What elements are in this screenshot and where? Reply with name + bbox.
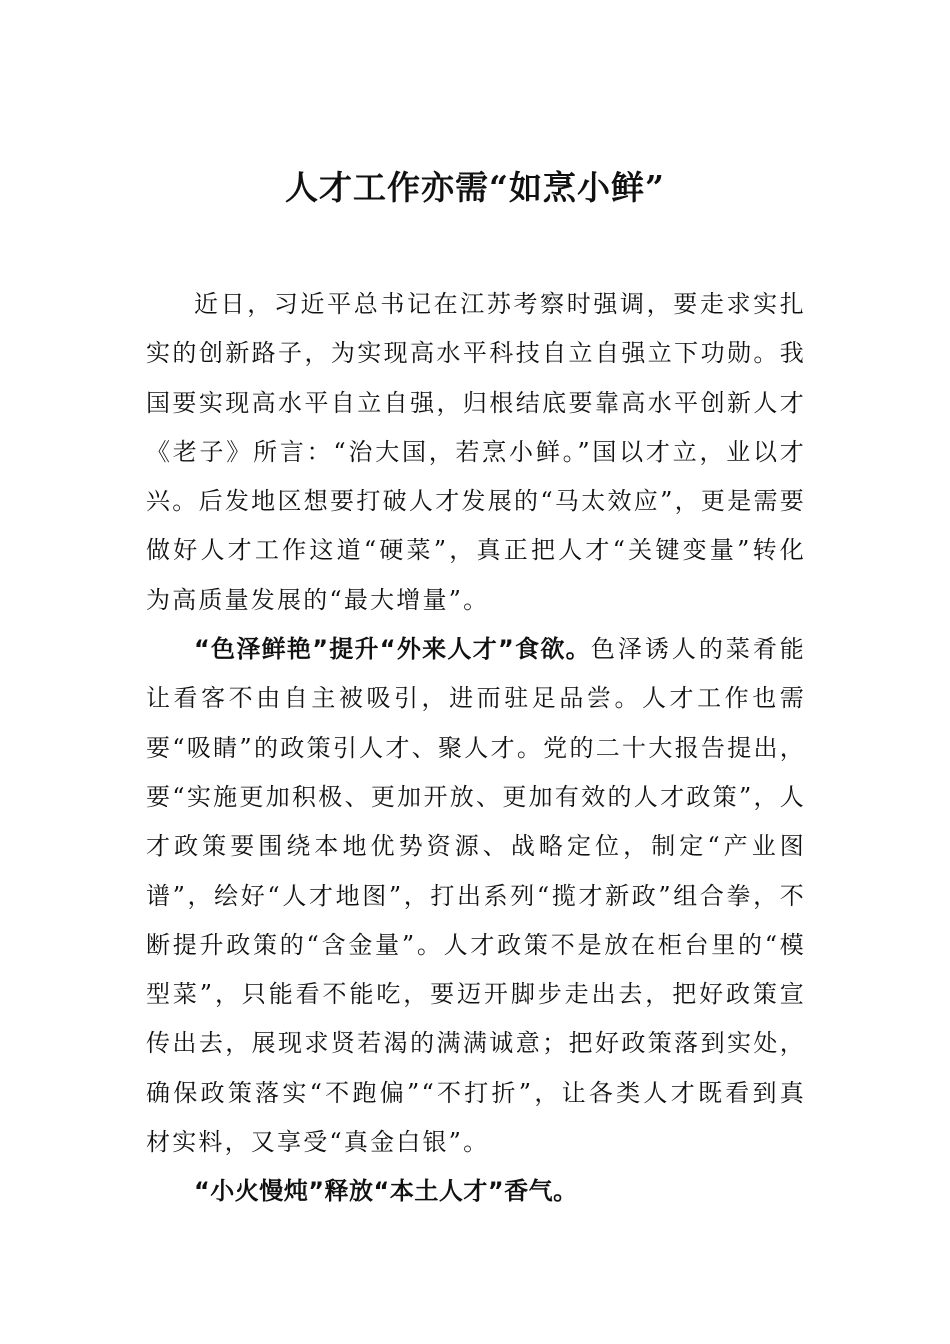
section-heading: “小火慢炖”释放“本土人才”香气。 [194, 1177, 578, 1206]
paragraph-text: 近日，习近平总书记在江苏考察时强调，要走求实扎实的创新路子，为实现高水平科技自立自强立下功勋。我国要实现高水平自立自强，归根结底要靠高水平创新人才《老子》所言：“治大国，若烹小鲜。”国以才立，业以才兴。后发地区想要打破人才发展的“马太效应”，更是需要做好人才工作这道“硬菜”，真正把人才“关键变量”转化为高质量发展的“最大增量”。 [146, 290, 806, 614]
paragraph-slow-stew-section [146, 1167, 806, 1216]
document-body [146, 280, 806, 1217]
paragraph-intro [146, 280, 806, 625]
section-heading: “色泽鲜艳”提升“外来人才”食欲。 [194, 635, 591, 664]
paragraph-text: 色泽诱人的菜肴能让看客不由自主被吸引，进而驻足品尝。人才工作也需要“吸睛”的政策引人才、聚人才。党的二十大报告提出，要“实施更加积极、更加开放、更加有效的人才政策”，人才政策要围绕本地优势资源、战略定位，制定“产业图谱”，绘好“人才地图”，打出系列“揽才新政”组合拳，不断提升政策的“含金量”。人才政策不是放在柜台里的“模型菜”，只能看不能吃，要迈开脚步走出去，把好政策宣传出去，展现求贤若渴的满满诚意；把好政策落到实处，确保政策落实“不跑偏”“不打折”，让各类人才既看到真材实料，又享受“真金白银”。 [146, 635, 807, 1157]
paragraph-color-section [146, 625, 806, 1167]
document-title: 人才工作亦需“如烹小鲜” [285, 168, 665, 207]
